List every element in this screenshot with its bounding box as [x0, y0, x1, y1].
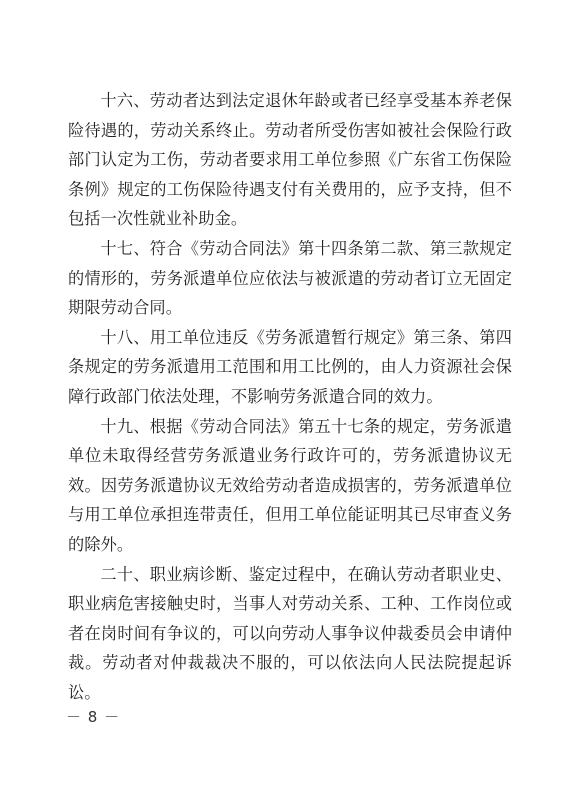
paragraph-19: 十九、根据《劳动合同法》第五十七条的规定，劳务派遣单位未取得经营劳务派遣业务行政许可的，劳务派遣协议无效。因劳务派遣协议无效给劳动者造成损害的，劳务派遣单位与用工单位承担连带责任，但用工单位能证明其已尽审查义务的除外。	[68, 416, 512, 554]
paragraph-16: 十六、劳动者达到法定退休年龄或者已经享受基本养老保险待遇的，劳动关系终止。劳动者所受伤害如被社会保险行政部门认定为工伤，劳动者要求用工单位参照《广东省工伤保险条例》规定的工伤保险待遇支付有关费用的，应予支持，但不包括一次性就业补助金。	[68, 91, 512, 229]
paragraph-18: 十八、用工单位违反《劳务派遣暂行规定》第三条、第四条规定的劳务派遣用工范围和用工比例的，由人力资源社会保障行政部门依法处理，不影响劳务派遣合同的效力。	[68, 327, 512, 406]
paragraph-20: 二十、职业病诊断、鉴定过程中，在确认劳动者职业史、职业病危害接触史时，当事人对劳动关系、工种、工作岗位或者在岗时间有争议的，可以向劳动人事争议仲裁委员会申请仲裁。劳动者对仲裁裁决不服的，可以依法向人民法院提起诉讼。	[68, 564, 512, 702]
document-body	[68, 86, 512, 707]
page-number: － 8 －	[66, 708, 121, 726]
paragraph-17: 十七、符合《劳动合同法》第十四条第二款、第三款规定的情形的，劳务派遣单位应依法与被派遣的劳动者订立无固定期限劳动合同。	[68, 238, 512, 318]
